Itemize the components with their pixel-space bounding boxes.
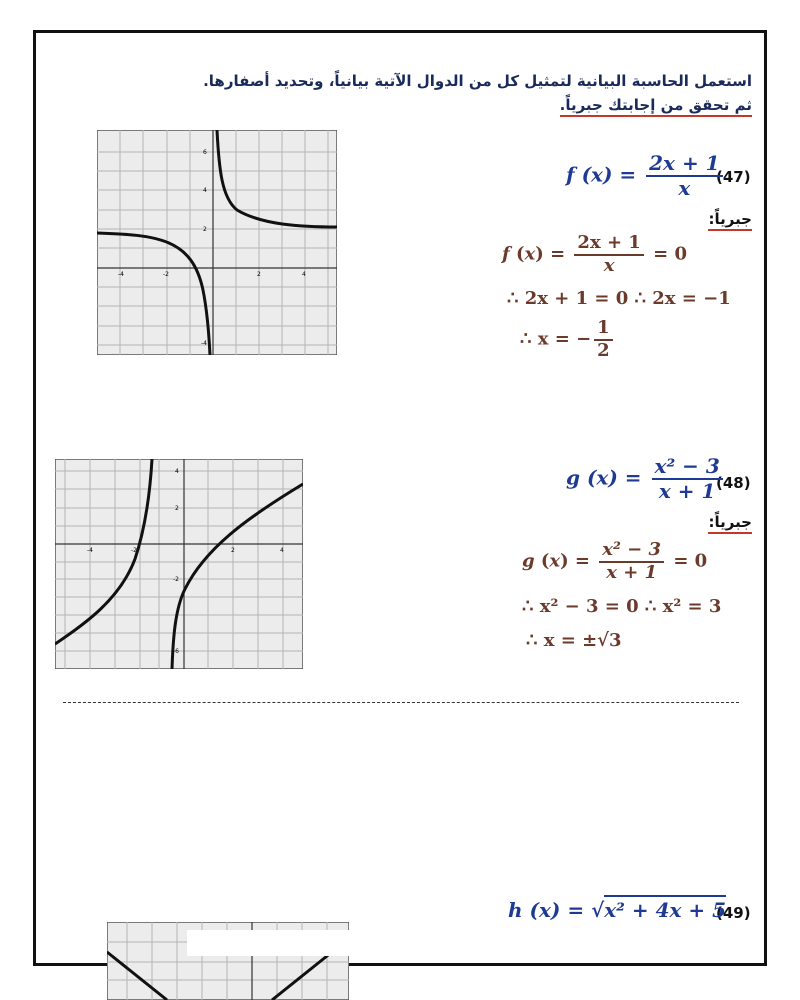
instruction-line-2: ثم تحقق من إجابتك جبرياً. (560, 96, 752, 114)
graph-f (97, 130, 337, 355)
graph-h-redaction (187, 930, 349, 956)
graph-f-xtick: -4 (118, 271, 124, 278)
graph-f-xtick: -2 (163, 271, 169, 278)
problem-47-step-1: f (x) = $\frac{2x + 1}{x}$ = 0 (502, 232, 687, 276)
graph-g-xtick: 4 (280, 547, 284, 554)
graph-f-ytick: -4 (201, 340, 207, 347)
problem-47-step-2: ∴ 2x + 1 = 0 ∴ 2x = −1 (507, 288, 731, 309)
graph-f-ytick: 6 (203, 149, 207, 156)
problem-48-step-1: g (x) = $\frac{\text{x² − 3}}{x + 1}$ = 0 (522, 539, 708, 583)
graph-g-ytick: 2 (175, 505, 179, 512)
problem-49-number: (49) (716, 904, 751, 922)
graph-g (55, 459, 303, 669)
graph-g-ytick: -2 (173, 576, 179, 583)
problem-48-number: (48) (716, 474, 751, 492)
graph-g-background (55, 459, 303, 669)
graph-f-xtick: 2 (257, 271, 261, 278)
graph-g-xtick: 2 (231, 547, 235, 554)
problem-48-equation: g (x) = $\frac{\text{x² − 3}}{x + 1}$ (566, 455, 726, 503)
graph-h (107, 922, 349, 1000)
graph-f-ytick: 4 (203, 187, 207, 194)
graph-g-xtick: -4 (87, 547, 93, 554)
instruction-line-1: استعمل الحاسبة البيانية لتمثيل كل من الدوال الآتية بيانياً، وتحديد أصفارها. (203, 72, 752, 90)
problem-49-equation: h (x) = √x² + 4x + 5 (508, 898, 726, 922)
graph-f-xtick: 4 (302, 271, 306, 278)
graph-f-background (97, 130, 337, 355)
graph-f-ytick: 2 (203, 226, 207, 233)
graph-g-xtick: -2 (131, 547, 137, 554)
graph-g-ytick: -6 (173, 648, 179, 655)
problem-47-equation: f (x) = $\frac{2x + 1}{x}$ (566, 152, 726, 200)
problem-47-step-3: ∴ x = − $\frac{1}{2}$ (520, 318, 616, 361)
problem-48-step-2: ∴ x² − 3 = 0 ∴ x² = 3 (522, 596, 722, 617)
problem-48-algebra-label: جبرياً: (708, 513, 752, 531)
problem-47-algebra-label: جبرياً: (708, 210, 752, 228)
problem-47-number: (47) (716, 168, 751, 186)
problem-48-step-3: ∴ x = ±√3 (526, 630, 622, 651)
section-divider (63, 702, 739, 703)
graph-g-ytick: 4 (175, 468, 179, 475)
